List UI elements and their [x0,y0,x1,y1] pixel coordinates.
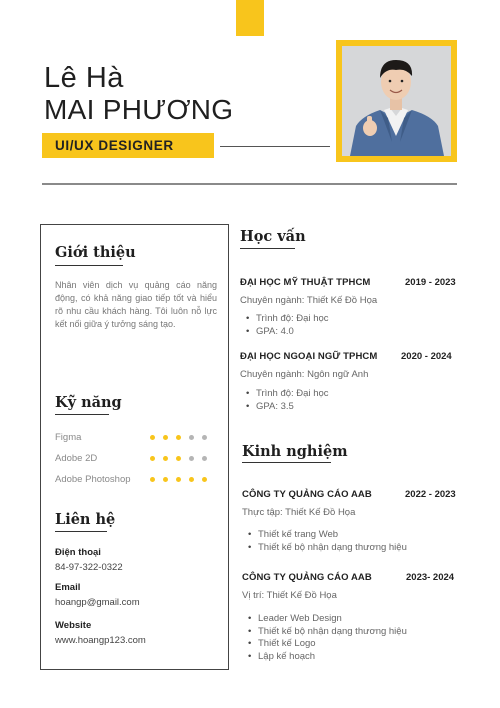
skill-row [55,474,217,486]
list-item: • Trình độ: Đại học [246,313,329,326]
about-title: Giới thiệu [55,244,136,261]
skill-rating [150,477,207,482]
skill-dot [189,477,194,482]
profile-photo-frame [336,40,457,162]
skill-dot [202,435,207,440]
skill-name: Adobe 2D [55,453,98,464]
skill-dot [202,456,207,461]
skill-dot [163,435,168,440]
job-title-badge: UI/UX DESIGNER [42,133,214,158]
skill-dot [202,477,207,482]
list-item: • GPA: 4.0 [246,326,329,339]
experience-years: 2022 - 2023 [405,489,456,500]
experience-years: 2023- 2024 [406,572,455,583]
last-name: MAI PHƯƠNG [44,94,234,125]
contact-label-phone: Điện thoại [55,547,101,558]
list-item: • Thiết kế bộ nhận dạng thương hiệu [248,542,407,555]
education-years: 2020 - 2024 [401,351,452,362]
contact-label-website: Website [55,620,92,631]
skills-title-underline [55,414,109,415]
list-item: • Thiết kế bộ nhận dạng thương hiệu [248,626,407,639]
education-years: 2019 - 2023 [405,277,456,288]
skill-name: Adobe Photoshop [55,474,131,485]
about-title-underline [55,265,123,266]
skill-dot [176,435,181,440]
skill-name: Figma [55,432,82,443]
experience-role: Thực tập: Thiết Kế Đồ Họa [242,507,356,518]
top-accent-bar [236,0,264,36]
list-item: • Leader Web Design [248,613,407,626]
contact-label-email: Email [55,582,81,593]
experience-title: Kinh nghiệm [242,443,348,460]
education-title-underline [240,248,295,249]
education-major: Chuyên ngành: Thiết Kế Đồ Họa [240,295,378,306]
skill-row [55,453,217,465]
skill-dot [163,456,168,461]
profile-photo [342,46,451,156]
education-title: Học vấn [240,228,306,245]
first-name: Lê Hà [44,62,124,94]
contact-value-email[interactable]: hoangp@gmail.com [55,597,140,608]
contact-title: Liên hệ [55,511,116,528]
education-major: Chuyên ngành: Ngôn ngữ Anh [240,369,369,380]
education-school: ĐẠI HỌC NGOẠI NGỮ TPHCM [240,351,378,362]
about-text: Nhân viên dịch vụ quảng cáo năng động, có khả năng giao tiếp tốt và hiểu rõ nhu cầu khách hàng. Tôi luôn nỗ lực kết nối giữa ý tưởng sáng tạo. [55,280,217,329]
experience-role: Vị trí: Thiết Kế Đồ Họa [242,590,337,601]
skill-dot [150,456,155,461]
header-divider [42,183,457,185]
skill-dot [150,477,155,482]
education-details [246,313,329,338]
education-details [246,388,329,413]
job-title-rule [220,146,330,147]
skill-dot [189,456,194,461]
experience-title-underline [242,462,331,463]
skill-rating [150,456,207,461]
experience-company: CÔNG TY QUẢNG CÁO AAB [242,572,372,583]
skill-dot [189,435,194,440]
skill-dot [176,477,181,482]
skill-row [55,432,217,444]
contact-value-phone[interactable]: 84-97-322-0322 [55,562,123,573]
experience-company: CÔNG TY QUẢNG CÁO AAB [242,489,372,500]
experience-details [248,529,407,554]
skill-dot [150,435,155,440]
education-school: ĐẠI HỌC MỸ THUẬT TPHCM [240,277,371,288]
skill-dot [176,456,181,461]
person-portrait-icon [342,46,451,156]
list-item: • GPA: 3.5 [246,401,329,414]
experience-details [248,613,407,663]
skill-rating [150,435,207,440]
list-item: • Thiết kế Logo [248,638,407,651]
list-item: • Thiết kế trang Web [248,529,407,542]
list-item: • Trình độ: Đại học [246,388,329,401]
contact-title-underline [55,531,107,532]
list-item: • Lập kế hoạch [248,651,407,664]
contact-value-website[interactable]: www.hoangp123.com [55,635,146,646]
skill-dot [163,477,168,482]
skills-title: Kỹ năng [55,394,122,411]
